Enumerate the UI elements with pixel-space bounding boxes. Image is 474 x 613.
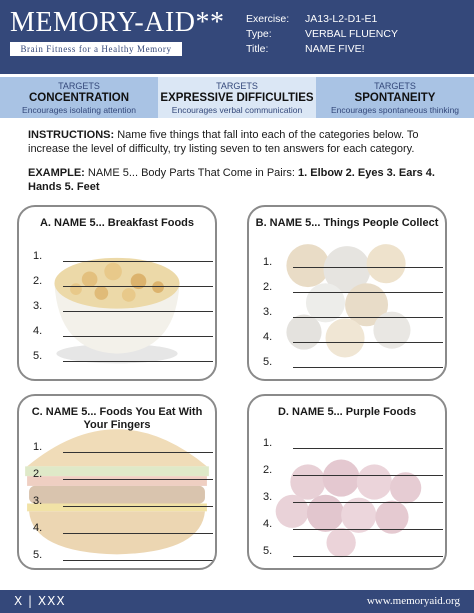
target-name: SPONTANEITY	[354, 92, 436, 104]
answer-line-4[interactable]	[263, 517, 443, 531]
target-expressive-difficulties	[158, 77, 316, 118]
card-finger-foods	[17, 394, 217, 570]
page-footer	[0, 590, 474, 613]
answer-number: 4.	[33, 325, 43, 337]
answer-number: 1.	[33, 250, 43, 262]
answer-number: 2.	[33, 468, 43, 480]
target-name: CONCENTRATION	[28, 92, 130, 104]
target-heading: TARGETS	[374, 81, 416, 91]
answer-number: 2.	[263, 281, 273, 293]
instructions-text: Name five things that fall into each of the categories below. To increase the level of difficulty, try listing seven to ten answers for each category.	[28, 129, 419, 155]
logo-tagline: Brain Fitness for a Healthy Memory	[10, 42, 182, 56]
answer-line-4[interactable]	[33, 521, 213, 535]
meta-title	[246, 42, 398, 57]
answer-number: 3.	[33, 495, 43, 507]
target-description: Encourages verbal communication	[171, 105, 303, 115]
answer-number: 1.	[263, 437, 273, 449]
grapes-icon	[249, 396, 445, 568]
answer-number: 3.	[263, 306, 273, 318]
answer-number: 3.	[263, 491, 273, 503]
meta-key: Type:	[246, 28, 272, 40]
target-heading: TARGETS	[216, 81, 258, 91]
answer-line-1[interactable]	[33, 440, 213, 454]
instructions-label: INSTRUCTIONS:	[28, 129, 115, 141]
example-text: NAME 5... Body Parts That Come in Pairs:	[84, 167, 298, 179]
answer-number: 5.	[33, 549, 43, 561]
meta-value: NAME FIVE!	[305, 43, 365, 55]
card-title: B. NAME 5... Things People Collect	[255, 217, 439, 229]
answer-line-5[interactable]	[263, 544, 443, 558]
card-title: C. NAME 5... Foods You Eat With Your Fingers	[31, 406, 203, 431]
instructions	[28, 128, 448, 156]
meta-type	[246, 27, 398, 42]
answer-line-2[interactable]	[33, 467, 213, 481]
answer-line-2[interactable]	[263, 280, 443, 294]
footer-url[interactable]: www.memoryaid.org	[366, 595, 460, 607]
target-description: Encourages isolating attention	[22, 105, 136, 115]
answer-number: 2.	[263, 464, 273, 476]
answer-line-3[interactable]	[263, 305, 443, 319]
answer-number: 4.	[33, 522, 43, 534]
target-concentration	[0, 77, 158, 118]
target-spontaneity	[316, 77, 474, 118]
card-purple-foods	[247, 394, 447, 570]
answer-number: 5.	[263, 545, 273, 557]
targets-band	[0, 77, 474, 118]
answer-number: 2.	[33, 275, 43, 287]
card-title: D. NAME 5... Purple Foods	[277, 406, 417, 418]
answer-line-5[interactable]	[33, 349, 213, 363]
target-description: Encourages spontaneous thinking	[330, 105, 460, 115]
answer-number: 3.	[33, 300, 43, 312]
answer-number: 5.	[263, 356, 273, 368]
answer-number: 1.	[33, 441, 43, 453]
meta-key: Exercise:	[246, 13, 290, 25]
answer-line-2[interactable]	[33, 274, 213, 288]
answer-line-3[interactable]	[263, 490, 443, 504]
meta-value: JA13-L2-D1-E1	[305, 13, 378, 25]
example-answers: 1. Elbow 2. Eyes 3. Ears 4. Hands 5. Feet	[28, 167, 435, 193]
meta-exercise	[246, 12, 398, 27]
answer-line-1[interactable]	[263, 436, 443, 450]
answer-line-3[interactable]	[33, 494, 213, 508]
page-header	[0, 0, 474, 74]
card-breakfast-foods	[17, 205, 217, 381]
target-heading: TARGETS	[58, 81, 100, 91]
answer-line-3[interactable]	[33, 299, 213, 313]
answer-line-2[interactable]	[263, 463, 443, 477]
example	[28, 166, 448, 194]
answer-line-4[interactable]	[33, 324, 213, 338]
meta-value: VERBAL FLUENCY	[305, 28, 398, 40]
card-title: A. NAME 5... Breakfast Foods	[39, 217, 195, 229]
example-label: EXAMPLE:	[28, 167, 85, 179]
answer-number: 4.	[263, 331, 273, 343]
exercise-meta	[246, 12, 398, 57]
answer-number: 4.	[263, 518, 273, 530]
answer-line-5[interactable]	[33, 548, 213, 562]
card-things-people-collect	[247, 205, 447, 381]
answer-line-1[interactable]	[33, 249, 213, 263]
target-name: EXPRESSIVE DIFFICULTIES	[160, 92, 314, 104]
answer-line-4[interactable]	[263, 330, 443, 344]
answer-line-1[interactable]	[263, 255, 443, 269]
logo: MEMORY-AID**	[10, 7, 225, 38]
answer-line-5[interactable]	[263, 355, 443, 369]
answer-number: 5.	[33, 350, 43, 362]
answer-number: 1.	[263, 256, 273, 268]
meta-key: Title:	[246, 43, 269, 55]
footer-mark: X | XXX	[14, 594, 66, 608]
